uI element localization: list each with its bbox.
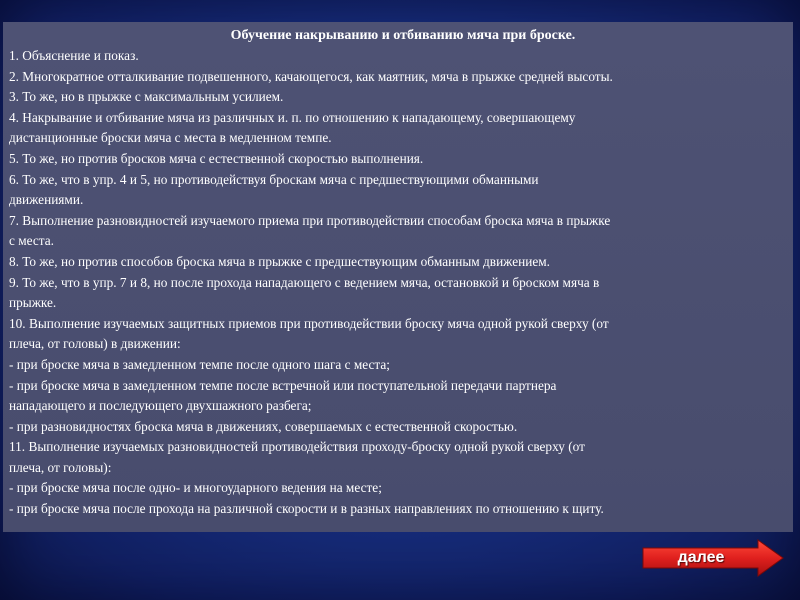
text-line: 5. То же, но против бросков мяча с естественной скоростью выполнения.	[9, 150, 424, 166]
text-line: 11. Выполнение изучаемых разновидностей противодействия проходу-броску одной рукой сверху (от	[9, 439, 585, 455]
text-line: 10. Выполнение изучаемых защитных приемов при противодействии броску мяча одной рукой сверху (от	[9, 315, 609, 331]
text-line: плеча, от головы) в движении:	[9, 336, 181, 352]
text-line: 6. То же, что в упр. 4 и 5, но противодействуя броскам мяча с предшествующими обманными	[9, 171, 539, 187]
text-line: дистанционные броски мяча с места в медленном темпе.	[9, 130, 332, 146]
text-line: плеча, от головы):	[9, 459, 112, 475]
text-line: 4. Накрывание и отбивание мяча из различных и. п. по отношению к нападающему, совершающему	[9, 109, 576, 125]
text-line: - при разновидностях броска мяча в движениях, совершаемых с естественной скоростью.	[9, 418, 518, 434]
text-line: 2. Многократное отталкивание подвешенного, качающегося, как маятник, мяча в прыжке средней высоты.	[9, 68, 613, 84]
text-line: прыжке.	[9, 295, 57, 311]
text-line: - при броске мяча в замедленном темпе после одного шага с места;	[9, 356, 390, 372]
text-line: 9. То же, что в упр. 7 и 8, но после прохода нападающего с ведением мяча, остановкой и броском мяча в	[9, 274, 600, 290]
text-line: - при броске мяча в замедленном темпе после встречной или поступательной передачи партнера	[9, 377, 557, 393]
next-button-label: далее	[677, 549, 725, 566]
text-line: движениями.	[9, 192, 84, 208]
content-text-box	[3, 22, 793, 532]
text-line: с места.	[9, 233, 54, 249]
slide-title: Обучение накрыванию и отбиванию мяча при броске.	[230, 28, 576, 43]
text-line: 8. То же, но против способов броска мяча в прыжке с предшествующим обманным движением.	[9, 253, 550, 269]
text-line: 3. То же, но в прыжке с максимальным усилием.	[9, 89, 284, 105]
next-button[interactable]	[642, 539, 784, 577]
text-line: 7. Выполнение разновидностей изучаемого приема при противодействии способам броска мяча в прыжке	[9, 212, 611, 228]
text-line: 1. Объяснение и показ.	[9, 48, 139, 63]
text-line: - при броске мяча после одно- и многоударного ведения на месте;	[9, 480, 382, 496]
text-line: - при броске мяча после прохода на различной скорости и в разных направлениях по отношению к щиту.	[9, 501, 604, 517]
text-line: нападающего и последующего двухшажного разбега;	[9, 398, 312, 414]
